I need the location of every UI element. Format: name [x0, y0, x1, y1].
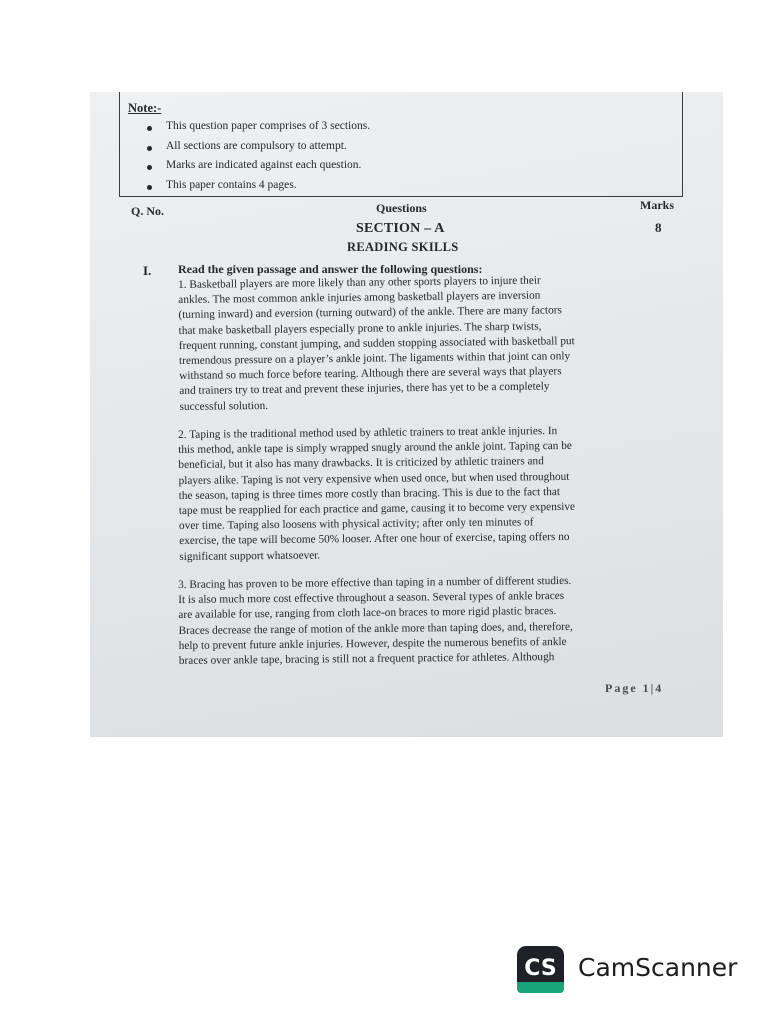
header-marks: Marks [640, 198, 674, 212]
passage-line: this method, ankle tape is simply wrapped snugly around the ankle joint. Taping can be [178, 440, 572, 457]
section-title: SECTION – A [356, 221, 445, 236]
section-subtitle: READING SKILLS [347, 240, 459, 254]
logo-accent-band [517, 982, 564, 986]
passage-line: braces over ankle tape, bracing is still not a frequent practice for athletes. Although [178, 651, 555, 668]
passage-line: 3. Bracing has proven to be more effective than taping in a number of different studies. [178, 574, 572, 591]
passage-line: successful solution. [179, 399, 269, 413]
header-qno: Q. No. [131, 204, 164, 218]
passage-line: players alike. Taping is not very expensive when used once, but when used throughout [178, 470, 570, 487]
passage-line: tape must be reapplied for each practice and game, causing it to become very expensive [178, 500, 576, 518]
note-item: This question paper comprises of 3 sections. [120, 120, 370, 140]
passage-line: exercise, the tape will become 50% looser. After one hour of exercise, taping offers no [179, 531, 570, 548]
header-questions: Questions [376, 201, 427, 215]
question-paper-page [90, 92, 723, 737]
passage-line: 2. Taping is the traditional method used by athletic trainers to treat ankle injuries. In [178, 425, 558, 441]
passage-paragraph-1 [178, 273, 576, 415]
question-number: I. [143, 263, 152, 278]
passage-line: are available for use, ranging from cloth lace-on braces to more rigid plastic braces. [178, 605, 557, 622]
passage-line: beneficial, but it also has many drawbacks. It is criticized by athletic trainers and [178, 455, 544, 472]
passage-paragraph-3 [178, 574, 573, 669]
passage-line: the season, taping is three times more costly than bracing. This is due to the fact that [178, 485, 561, 502]
camscanner-brand-text: CamScanner [578, 953, 738, 982]
passage-line: 1. Basketball players are more likely than any other sports players to injure their [178, 274, 541, 291]
passage-line: over time. Taping also loosens with physical activity; after only ten minutes of [178, 516, 534, 533]
section-marks: 8 [655, 220, 662, 235]
page-number: Page 1|4 [605, 681, 664, 695]
passage-line: help to prevent future ankle injuries. However, despite the numerous benefits of ankle [178, 635, 567, 652]
passage-line: significant support whatsoever. [179, 549, 321, 563]
passage-line: ankles. The most common ankle injuries among basketball players are inversion [178, 289, 541, 307]
logo-letters: CS [524, 956, 557, 981]
passage-line: It is also much more cost effective throughout a season. Several types of ankle braces [178, 590, 565, 607]
question-instruction: Read the given passage and answer the following questions: [178, 262, 483, 276]
note-box [119, 92, 683, 197]
passage-line: that make basketball players especially prone to ankle injuries. The sharp twists, [178, 320, 542, 337]
note-item: All sections are compulsory to attempt. [120, 140, 370, 160]
scanned-page-photo [90, 92, 723, 737]
note-item: Marks are indicated against each question. [120, 159, 370, 179]
passage-paragraph-2 [178, 424, 576, 565]
note-list [120, 120, 370, 198]
note-title: Note:- [128, 101, 162, 115]
camscanner-logo-icon [517, 946, 564, 993]
note-item: This paper contains 4 pages. [120, 179, 370, 199]
passage-line: frequent running, constant jumping, and sudden stopping associated with basketball put [178, 334, 575, 352]
passage-line: Braces decrease the range of motion of the ankle more than taping does, and, therefore, [178, 620, 573, 637]
passage-line: (turning inward) and eversion (turning outward) of the ankle. There are many factors [178, 304, 562, 322]
passage-line: tremendous pressure on a player’s ankle joint. The ligaments within that joint can only [178, 350, 571, 368]
passage-line: and trainers try to treat and prevent these injuries, there has yet to be a completely [179, 380, 550, 398]
passage-line: withstand so much force before tearing. Although there are several ways that players [179, 365, 562, 383]
